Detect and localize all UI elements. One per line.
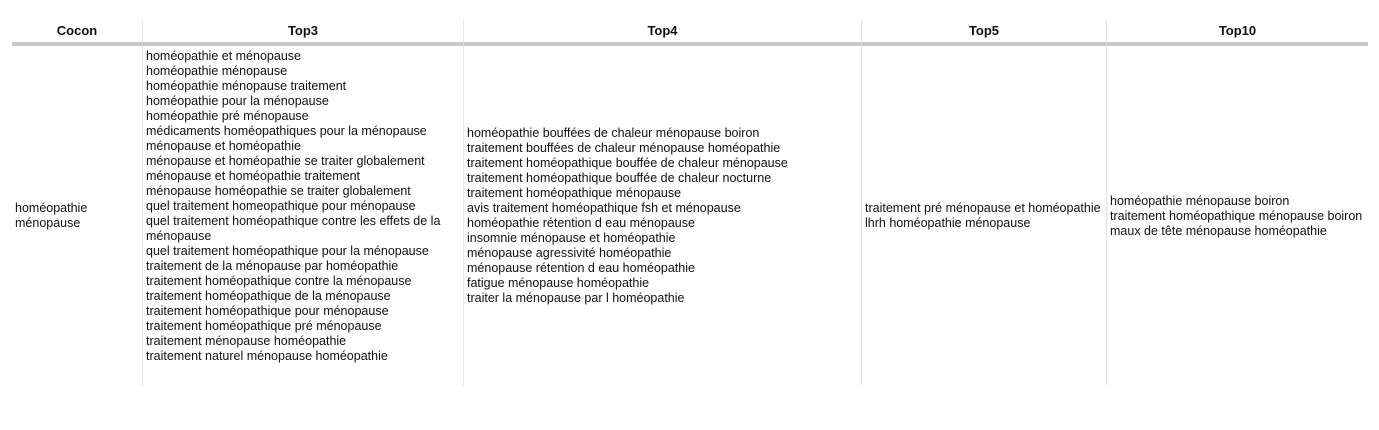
keyword-item: homéopathie pré ménopause: [146, 109, 309, 123]
keyword-item: maux de tête ménopause homéopathie: [1110, 223, 1327, 238]
keyword-item: ménopause et homéopathie se traiter globalement: [146, 154, 425, 168]
header-cocon[interactable]: Cocon: [12, 20, 143, 46]
keyword-item: homéopathie rétention d eau ménopause: [467, 216, 695, 230]
header-top10[interactable]: Top10: [1107, 20, 1368, 46]
cocon-keyword: homéopathie ménopause: [15, 201, 88, 230]
keyword-item: ménopause et homéopathie traitement: [146, 169, 361, 183]
keyword-item: traitement naturel ménopause homéopathie: [146, 349, 388, 363]
keyword-item: homéopathie et ménopause: [146, 49, 301, 63]
header-row: [12, 20, 1368, 46]
keyword-item: traitement bouffées de chaleur ménopause homéopathie: [467, 141, 781, 155]
keyword-item: quel traitement homeopathique pour ménopause: [146, 199, 416, 213]
keyword-item: ménopause agressivité homéopathie: [467, 246, 672, 260]
cell-top10[interactable]: [1107, 46, 1368, 386]
header-top5[interactable]: Top5: [862, 20, 1107, 46]
keyword-item: homéopathie pour la ménopause: [146, 94, 329, 108]
cell-top5[interactable]: [862, 46, 1107, 386]
keyword-item: traitement homéopathique de la ménopause: [146, 289, 391, 303]
keyword-item: traitement homéopathique ménopause: [467, 186, 682, 200]
keyword-item: traitement homéopathique contre la ménopause: [146, 274, 412, 288]
keyword-item: quel traitement homéopathique contre les effets de la ménopause: [146, 214, 441, 243]
keyword-item: quel traitement homéopathique pour la ménopause: [146, 244, 429, 258]
keyword-item: traitement homéopathique ménopause boiron: [1110, 208, 1363, 223]
keyword-item: traiter la ménopause par l homéopathie: [467, 291, 685, 305]
keyword-item: homéopathie ménopause boiron: [1110, 193, 1290, 208]
keyword-item: ménopause et homéopathie: [146, 139, 301, 153]
keyword-item: traitement homéopathique bouffée de chaleur ménopause: [467, 156, 788, 170]
keyword-item: avis traitement homéopathique fsh et ménopause: [467, 201, 741, 215]
header-top3[interactable]: Top3: [143, 20, 464, 46]
keyword-item: traitement pré ménopause et homéopathie: [865, 201, 1101, 215]
spreadsheet-table: [12, 20, 1368, 386]
keyword-item: traitement homéopathique bouffée de chaleur nocturne: [467, 171, 772, 185]
keyword-item: insomnie ménopause et homéopathie: [467, 231, 676, 245]
keyword-item: traitement homéopathique pré ménopause: [146, 319, 382, 333]
keyword-item: ménopause rétention d eau homéopathie: [467, 261, 695, 275]
keyword-item: lhrh homéopathie ménopause: [865, 216, 1031, 230]
cell-top3[interactable]: [143, 46, 464, 386]
cell-cocon[interactable]: [12, 46, 143, 386]
keyword-item: homéopathie bouffées de chaleur ménopause boiron: [467, 126, 760, 140]
keyword-item: traitement ménopause homéopathie: [146, 334, 347, 348]
keyword-item: ménopause homéopathie se traiter globalement: [146, 184, 411, 198]
table-row: [12, 46, 1368, 386]
keyword-item: homéopathie ménopause: [146, 64, 288, 78]
header-top4[interactable]: Top4: [464, 20, 862, 46]
keyword-item: traitement homéopathique pour ménopause: [146, 304, 389, 318]
keyword-item: fatigue ménopause homéopathie: [467, 276, 650, 290]
keyword-item: traitement de la ménopause par homéopathie: [146, 259, 399, 273]
keyword-item: homéopathie ménopause traitement: [146, 79, 347, 93]
cell-top4[interactable]: [464, 46, 862, 386]
keyword-item: médicaments homéopathiques pour la ménopause: [146, 124, 427, 138]
